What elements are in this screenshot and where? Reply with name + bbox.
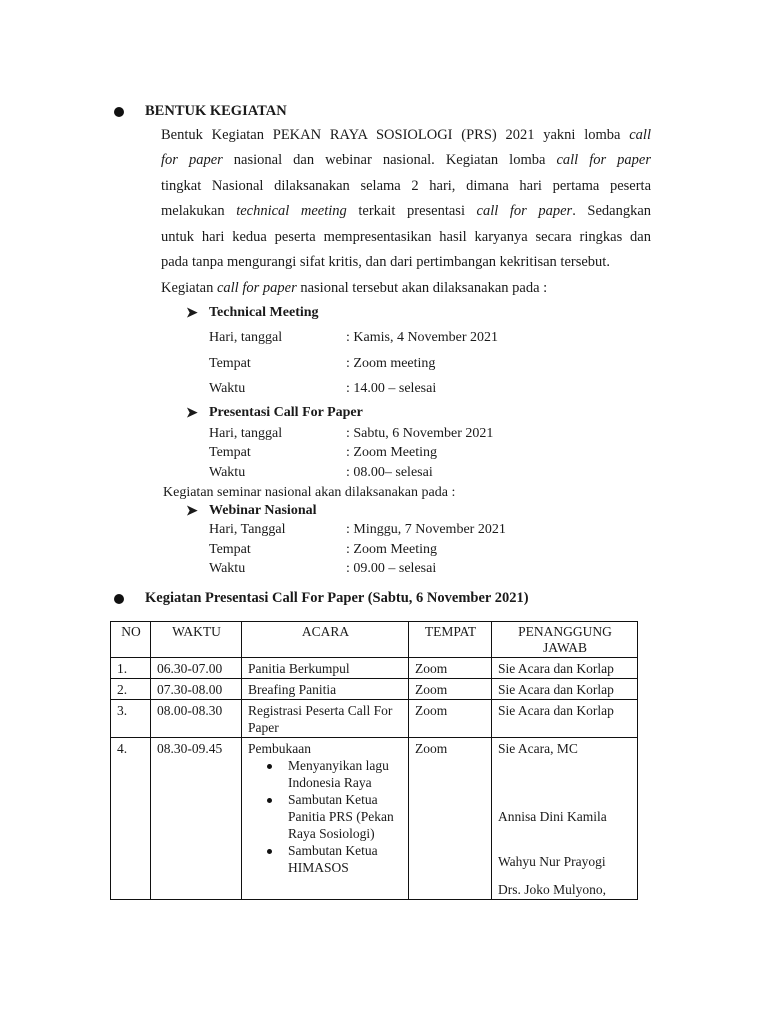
webinar-title: Webinar Nasional [209, 503, 317, 518]
header-pj-line: PENANGGUNG [518, 624, 612, 639]
detail-label: Hari, Tanggal [209, 522, 286, 537]
cell-waktu: 08.30-09.45 [151, 738, 242, 900]
table-row [111, 679, 638, 700]
paragraph-line [161, 127, 651, 144]
italic-term: call for paper [476, 203, 573, 219]
detail-label: Waktu [209, 381, 246, 396]
detail-value: : Zoom Meeting [346, 542, 437, 557]
list-item: Sambutan Ketua Panitia PRS (Pekan Raya Sosiologi) [288, 791, 403, 842]
detail-value: : Zoom meeting [346, 356, 436, 371]
cell-acara: Registrasi Peserta Call For Paper [242, 700, 409, 738]
detail-label: Waktu [209, 561, 246, 576]
text-run: Kegiatan [161, 280, 217, 296]
header-pj-line: JAWAB [543, 640, 587, 655]
cell-no: 2. [111, 679, 151, 700]
acara-title: Pembukaan [248, 741, 311, 756]
cell-pj: Sie Acara dan Korlap [492, 700, 638, 738]
cell-no: 1. [111, 658, 151, 679]
detail-value: : Sabtu, 6 November 2021 [346, 426, 494, 441]
italic-term: technical meeting [236, 203, 347, 219]
cell-acara [242, 738, 409, 900]
detail-label: Hari, tanggal [209, 330, 283, 345]
detail-label: Hari, tanggal [209, 426, 283, 441]
list-item: Menyanyikan lagu Indonesia Raya [288, 757, 403, 791]
text-run: Bentuk Kegiatan PEKAN RAYA SOSIOLOGI (PRS) 2021 yakni lomba [161, 127, 630, 143]
technical-meeting-title: Technical Meeting [209, 305, 319, 320]
cell-no: 3. [111, 700, 151, 738]
arrow-bullet-icon: ➤ [186, 406, 198, 421]
pj-name: Sie Acara, MC [498, 741, 578, 756]
detail-value: : Minggu, 7 November 2021 [346, 522, 506, 537]
detail-value: : 14.00 – selesai [346, 381, 437, 396]
presentasi-title: Presentasi Call For Paper [209, 405, 363, 420]
paragraph-line [161, 152, 651, 169]
call-for-paper-intro-line [161, 280, 547, 297]
detail-value: : Zoom Meeting [346, 445, 437, 460]
section-heading-bentuk-kegiatan: BENTUK KEGIATAN [145, 103, 287, 119]
acara-item-list [248, 757, 403, 876]
detail-label: Tempat [209, 445, 251, 460]
cell-pj: Sie Acara dan Korlap [492, 679, 638, 700]
section-bullet-icon [114, 107, 124, 117]
detail-value: : 08.00– selesai [346, 465, 433, 480]
header-no: NO [111, 622, 151, 658]
table-row [111, 700, 638, 738]
cell-tempat: Zoom [409, 738, 492, 900]
table-header-row [111, 622, 638, 658]
cell-tempat: Zoom [409, 700, 492, 738]
section-bullet-icon [114, 594, 124, 604]
text-run: nasional tersebut akan dilaksanakan pada : [296, 280, 548, 296]
text-run: melakukan [161, 203, 237, 219]
italic-term: call for paper [556, 152, 651, 168]
header-acara: ACARA [242, 622, 409, 658]
pj-name: Drs. Joko Mulyono, [498, 882, 607, 897]
text-run: tingkat Nasional dilaksanakan selama 2 hari, dimana hari pertama peserta [161, 178, 651, 194]
header-tempat: TEMPAT [409, 622, 492, 658]
cell-waktu: 08.00-08.30 [151, 700, 242, 738]
detail-value: : 09.00 – selesai [346, 561, 437, 576]
header-waktu: WAKTU [151, 622, 242, 658]
cell-waktu: 07.30-08.00 [151, 679, 242, 700]
pj-name: Annisa Dini Kamila [498, 809, 607, 824]
cell-no: 4. [111, 738, 151, 900]
seminar-intro-line: Kegiatan seminar nasional akan dilaksanakan pada : [163, 485, 456, 500]
text-run: pada tanpa mengurangi sifat kritis, dan dari pertimbangan kekritisan tersebut. [161, 254, 610, 270]
table-row [111, 658, 638, 679]
table-row [111, 738, 638, 900]
text-run: terkait presentasi [346, 203, 477, 219]
header-penanggung-jawab [492, 622, 638, 658]
cell-acara: Breafing Panitia [242, 679, 409, 700]
italic-term: for paper [161, 152, 223, 168]
text-run: nasional dan webinar nasional. Kegiatan lomba [222, 152, 557, 168]
arrow-bullet-icon: ➤ [186, 306, 198, 321]
detail-label: Tempat [209, 356, 251, 371]
cell-acara: Panitia Berkumpul [242, 658, 409, 679]
detail-value: : Kamis, 4 November 2021 [346, 330, 499, 345]
schedule-table [110, 621, 638, 900]
paragraph-line [161, 178, 651, 195]
paragraph-line [161, 203, 651, 220]
cell-tempat: Zoom [409, 658, 492, 679]
italic-term: call for paper [216, 280, 297, 296]
italic-term: call [629, 127, 651, 143]
arrow-bullet-icon: ➤ [186, 504, 198, 519]
section-heading-presentasi-schedule: Kegiatan Presentasi Call For Paper (Sabtu, 6 November 2021) [145, 590, 529, 606]
text-run: untuk hari kedua peserta mempresentasikan hasil karyanya secara ringkas dan [161, 229, 651, 245]
cell-tempat: Zoom [409, 679, 492, 700]
pj-name: Wahyu Nur Prayogi [498, 854, 606, 869]
cell-pj: Sie Acara dan Korlap [492, 658, 638, 679]
list-item: Sambutan Ketua HIMASOS [288, 842, 403, 876]
cell-waktu: 06.30-07.00 [151, 658, 242, 679]
paragraph-line [161, 229, 651, 246]
cell-pj [492, 738, 638, 900]
paragraph-line [161, 254, 651, 271]
text-run: . Sedangkan [572, 203, 652, 219]
detail-label: Tempat [209, 542, 251, 557]
detail-label: Waktu [209, 465, 246, 480]
